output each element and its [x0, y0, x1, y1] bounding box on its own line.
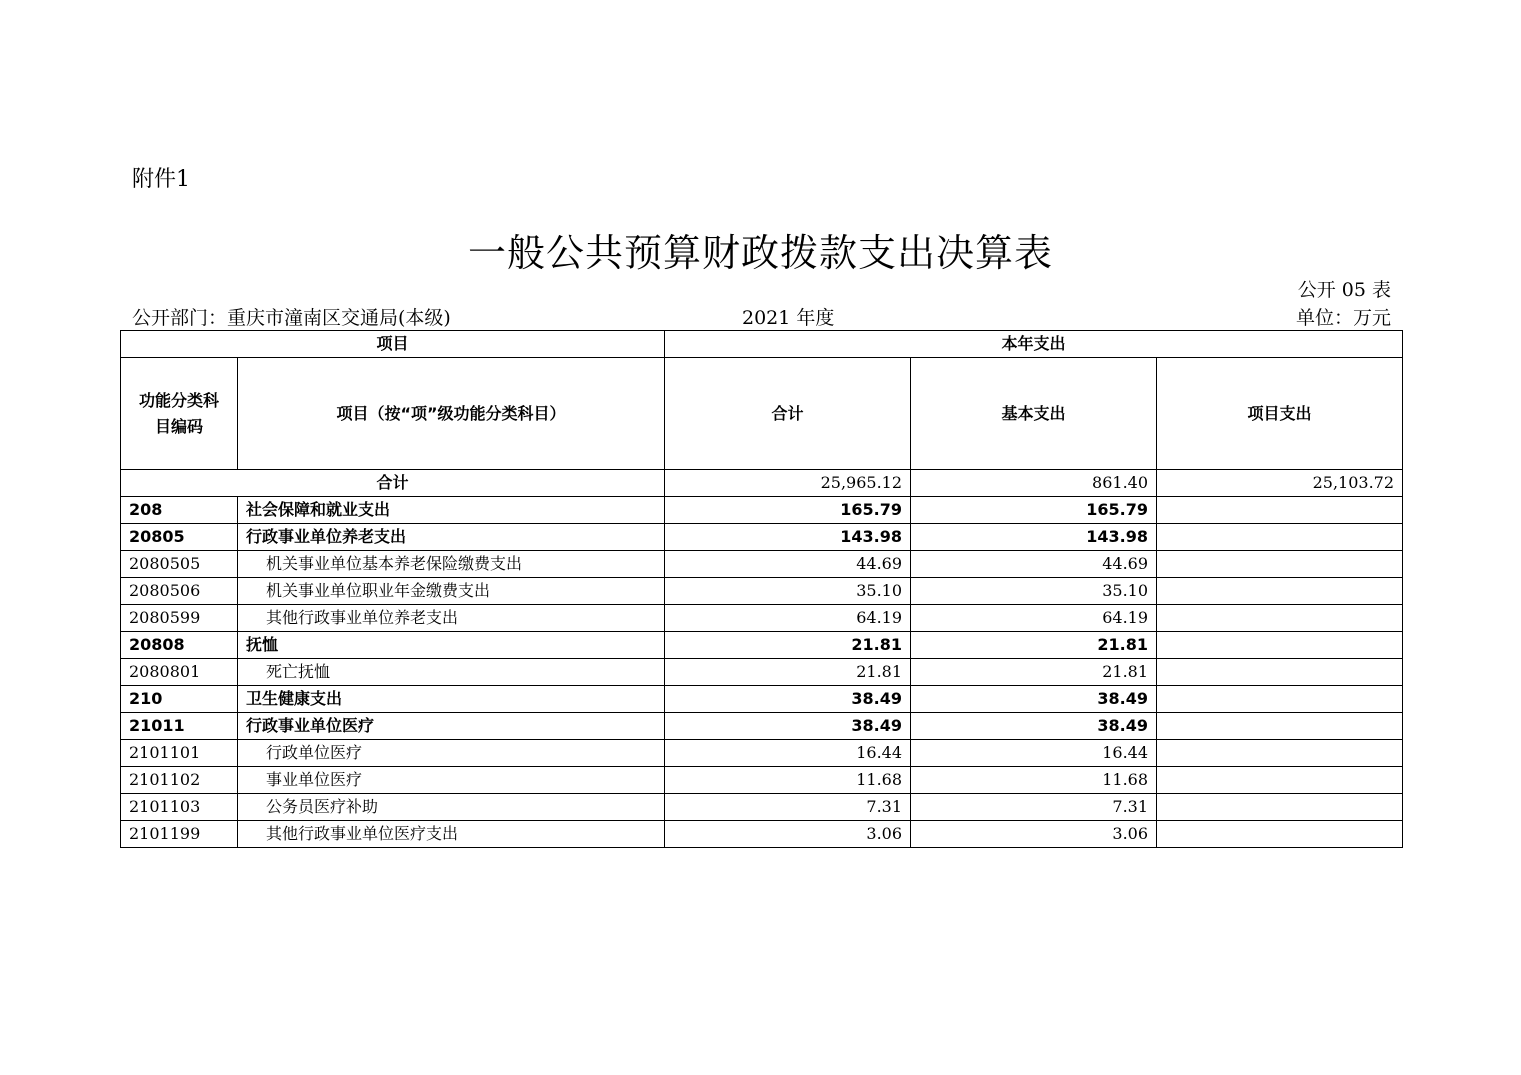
table-row [121, 713, 1403, 740]
header-item-name: 项目（按“项”级功能分类科目） [238, 358, 665, 470]
row-total: 7.31 [665, 794, 911, 821]
row-code: 2101103 [121, 794, 238, 821]
row-basic: 7.31 [911, 794, 1157, 821]
fiscal-year: 2021 年度 [742, 307, 835, 329]
row-name: 行政事业单位养老支出 [238, 524, 665, 551]
row-name: 机关事业单位基本养老保险缴费支出 [238, 551, 665, 578]
row-project [1157, 551, 1403, 578]
row-project [1157, 605, 1403, 632]
row-basic: 38.49 [911, 713, 1157, 740]
total-sum: 25,965.12 [665, 470, 911, 497]
form-number: 公开 05 表 [1297, 279, 1391, 301]
unit-label: 单位：万元 [1295, 307, 1391, 329]
table-row [121, 551, 1403, 578]
row-code: 2101101 [121, 740, 238, 767]
row-total: 21.81 [665, 632, 911, 659]
row-basic: 21.81 [911, 632, 1157, 659]
row-name: 卫生健康支出 [238, 686, 665, 713]
row-basic: 64.19 [911, 605, 1157, 632]
row-total: 3.06 [665, 821, 911, 848]
row-code: 210 [121, 686, 238, 713]
row-name: 社会保障和就业支出 [238, 497, 665, 524]
total-project: 25,103.72 [1157, 470, 1403, 497]
table-row [121, 821, 1403, 848]
row-project [1157, 821, 1403, 848]
row-name: 机关事业单位职业年金缴费支出 [238, 578, 665, 605]
row-basic: 3.06 [911, 821, 1157, 848]
row-total: 38.49 [665, 713, 911, 740]
row-project [1157, 767, 1403, 794]
row-name: 公务员医疗补助 [238, 794, 665, 821]
row-name: 行政单位医疗 [238, 740, 665, 767]
row-project [1157, 659, 1403, 686]
row-code: 2101199 [121, 821, 238, 848]
row-project [1157, 713, 1403, 740]
table-row [121, 767, 1403, 794]
header-group-current-year: 本年支出 [665, 331, 1403, 358]
header-function-code: 功能分类科目编码 [121, 358, 238, 470]
table-row [121, 605, 1403, 632]
row-project [1157, 497, 1403, 524]
header-group-items: 项目 [121, 331, 665, 358]
total-label: 合计 [121, 470, 665, 497]
header-project-expenditure: 项目支出 [1157, 358, 1403, 470]
row-total: 64.19 [665, 605, 911, 632]
row-basic: 38.49 [911, 686, 1157, 713]
expenditure-table [120, 330, 1403, 848]
table-row [121, 497, 1403, 524]
row-total: 44.69 [665, 551, 911, 578]
row-name: 其他行政事业单位医疗支出 [238, 821, 665, 848]
row-project [1157, 794, 1403, 821]
row-basic: 11.68 [911, 767, 1157, 794]
row-total: 38.49 [665, 686, 911, 713]
row-total: 21.81 [665, 659, 911, 686]
page-title: 一般公共预算财政拨款支出决算表 [467, 231, 1053, 275]
row-basic: 35.10 [911, 578, 1157, 605]
row-name: 抚恤 [238, 632, 665, 659]
table-row [121, 686, 1403, 713]
row-code: 20808 [121, 632, 238, 659]
row-project [1157, 686, 1403, 713]
attachment-label: 附件1 [132, 167, 190, 192]
table-row [121, 524, 1403, 551]
row-name: 事业单位医疗 [238, 767, 665, 794]
row-basic: 165.79 [911, 497, 1157, 524]
row-project [1157, 740, 1403, 767]
row-project [1157, 524, 1403, 551]
row-code: 2101102 [121, 767, 238, 794]
department-label: 公开部门：重庆市潼南区交通局(本级) [132, 307, 451, 329]
header-basic-expenditure: 基本支出 [911, 358, 1157, 470]
row-basic: 16.44 [911, 740, 1157, 767]
total-basic: 861.40 [911, 470, 1157, 497]
row-code: 2080506 [121, 578, 238, 605]
row-total: 11.68 [665, 767, 911, 794]
row-code: 2080599 [121, 605, 238, 632]
row-code: 208 [121, 497, 238, 524]
header-total: 合计 [665, 358, 911, 470]
table-row [121, 578, 1403, 605]
row-total: 165.79 [665, 497, 911, 524]
row-code: 21011 [121, 713, 238, 740]
row-code: 20805 [121, 524, 238, 551]
row-code: 2080801 [121, 659, 238, 686]
row-total: 35.10 [665, 578, 911, 605]
row-name: 死亡抚恤 [238, 659, 665, 686]
row-basic: 21.81 [911, 659, 1157, 686]
row-total: 143.98 [665, 524, 911, 551]
table-row [121, 659, 1403, 686]
row-total: 16.44 [665, 740, 911, 767]
table-row [121, 632, 1403, 659]
table-row [121, 794, 1403, 821]
table-row [121, 740, 1403, 767]
row-name: 其他行政事业单位养老支出 [238, 605, 665, 632]
row-basic: 143.98 [911, 524, 1157, 551]
row-project [1157, 632, 1403, 659]
row-basic: 44.69 [911, 551, 1157, 578]
total-row [121, 470, 1403, 497]
row-project [1157, 578, 1403, 605]
row-name: 行政事业单位医疗 [238, 713, 665, 740]
row-code: 2080505 [121, 551, 238, 578]
